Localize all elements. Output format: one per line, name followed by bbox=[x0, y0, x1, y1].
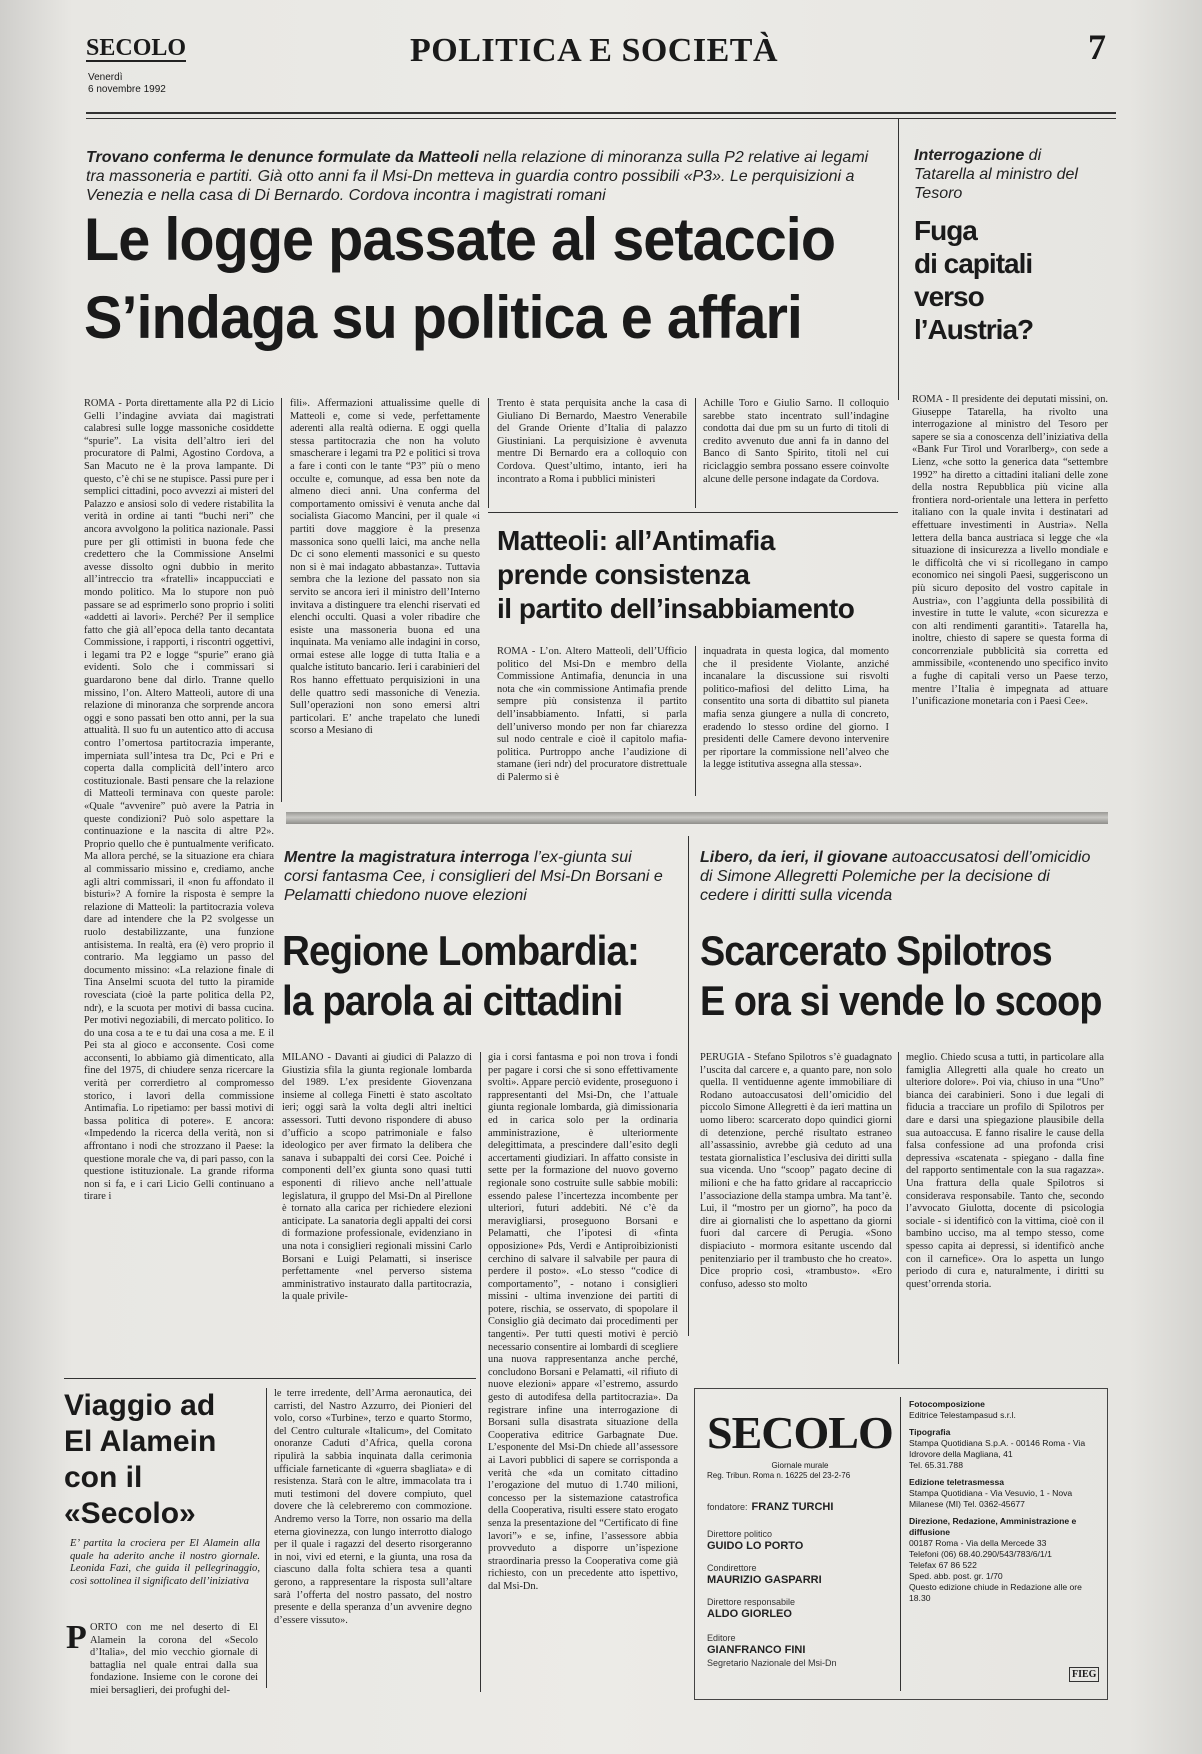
founder-label: fondatore: bbox=[707, 1502, 748, 1512]
lombardia-headline-2: la parola ai cittadini bbox=[282, 977, 623, 1024]
colophon-divider bbox=[900, 1397, 901, 1691]
colophon-section-heading: Fotocomposizione bbox=[909, 1399, 985, 1409]
alamein-column-1: ORTO con me nel deserto di El Alamein la corona del «Secolo d’Italia», del mio vecchio giornale di battaglia nel quale entrai dalla sua fondazione. Insieme con le corone dei miei bersaglieri, dei profughi del- bbox=[90, 1622, 258, 1696]
masthead-date: 6 novembre 1992 bbox=[88, 84, 166, 95]
matteoli-headline-1: Matteoli: all’Antimafia bbox=[497, 525, 775, 556]
box-top-rule bbox=[86, 118, 1116, 119]
sidebar-kicker-rest: di Tatarella al ministro del Tesoro bbox=[914, 147, 1078, 202]
col-divider bbox=[695, 398, 696, 508]
alamein-column-2: le terre irredente, dell’Arma aeronautica, dei carristi, del Nastro Azzurro, dei Pionieri del volo, corso «Turbine», terzo e quarto Stormo, del Centro culturale «Italicum», del Comitato onoranze Caduti d’Africa, quella corona ripulirà la sabbia inquinata dalla cerimonia ufficiale farneticante di «guerra sbagliata» e di resistenza. Starà con le altre, immacolata tra i muti testimoni del dovere compiuto, quel dovere che là celebreremo con commozione. Andremo verso la Torre, non ossario ma della eterna giovinezza, con lungo interrotto dialogo per il quale i ragazzi del deserto risorgeranno in noi, vivi ed eterni, e la giunta, una rosa da ciascuno dalla folta schiera tesa a quanti gerono, a rappresentare la risposta sull’altare sarà l’offerta del nostro passato, del nostro presente e della speranza d’un avvenire degno d’essere vissuto». bbox=[274, 1388, 472, 1626]
col-divider bbox=[898, 1052, 899, 1364]
main-column-4: Achille Toro e Giulio Sarno. Il colloquio sarebbe stato incentrato sull’indagine condotta dai due pm su un furto di titoli di credito avvenuto due anni fa in danno del Banco di Santo Spirito, titoli nel cui riciclaggio sembra possano essere coinvolte alcune delle persone indagate da Cordova. bbox=[703, 398, 889, 485]
masthead-paper-name: SECOLO bbox=[86, 35, 187, 61]
condir-label: Condirettore bbox=[707, 1563, 757, 1573]
colophon-line: Tel. 65.31.788 bbox=[909, 1460, 963, 1470]
colophon-line: Editrice Telestampasud s.r.l. bbox=[909, 1410, 1016, 1420]
colophon-right-column bbox=[909, 1399, 1099, 1604]
main-headline-2: S’indaga su politica e affari bbox=[84, 284, 802, 351]
colophon-box bbox=[694, 1388, 1108, 1700]
page-number: 7 bbox=[1088, 27, 1106, 67]
condir-name: MAURIZIO GASPARRI bbox=[707, 1574, 822, 1586]
main-column-3: Trento è stata perquisita anche la casa di Giuliano Di Bernardo, Maestro Venerabile del Grande Oriente d’Italia di palazzo Giustiniani. La perquisizione è avvenuta mentre Di Bernardo era a colloquio con Cordova. Quest’ultimo, intanto, ieri ha incontrato a Roma i pubblici ministeri bbox=[497, 398, 687, 485]
editor-label: Editore bbox=[707, 1633, 736, 1643]
colophon-registration: Reg. Tribun. Roma n. 16225 del 23-2-76 bbox=[707, 1471, 851, 1480]
editor-role: Segretario Nazionale del Msi-Dn bbox=[707, 1658, 837, 1668]
matteoli-headline-2: prende consistenza bbox=[497, 559, 750, 590]
main-kicker bbox=[86, 148, 886, 205]
colophon-founder bbox=[707, 1497, 833, 1515]
spilotros-column-1: PERUGIA - Stefano Spilotros s’è guadagnato l’uscita dal carcere e, a quanto pare, non solo quella. Il ventiduenne agente immobiliare di Rodano autoaccusatosi dell’omicidio del piccolo Simone Allegretti è da ieri mattina un uomo libero: scarcerato dopo quindici giorni di detenzione, perché risultato estraneo all’assassinio, avrebbe già ceduto ad una testata giornalistica l’esclusiva dei diritti sulla sua vicenda. Uno “scoop” pagato decine di milioni e che ha fatto gridare al raccapriccio l’associazione della stampa umbra. Ma tant’è. Lui, il “mostro per un giorno”, ha poco da dire ai giornalisti che lo aspettano da giorni fuori dal carcere di Perugia. «Sono dispiaciuto - mormora esitante uscendo dal penitenziario per il trambusto che ho creato». Dice proprio così, «trambusto». «Ero confuso, adesso sto molto bbox=[700, 1052, 892, 1290]
spilotros-column-2: meglio. Chiedo scusa a tutti, in particolare alla famiglia Allegretti alla quale ho creato un ulteriore dolore». Poi via, chiuso in una “Uno” bianca dei carabinieri. Sono i due legali di fiducia a tracciare un profilo di Spilotros per dare e darsi una spiegazione plausibile della sua autoaccusa. E fanno risalire le cause della falsa confessione ad una profonda crisi depressiva «scatenata - spiegano - dalla fine del rapporto sentimentale con la sua ragazza». Una frattura della quale Spilotros si considerava responsabile. Tanto che, secondo l’avvocato Giulotta, docente di psicologia sociale - si identificò con la vittima, cioè con il bambino ucciso, ma al tempo stesso, come spesso capita ai depressi, si identificò anche con il carnefice». Ora lo aspetta un lungo periodo di cura e, naturalmente, i diritti su quest’orrenda storia. bbox=[906, 1052, 1104, 1290]
colophon-section-heading: Edizione teletrasmessa bbox=[909, 1477, 1005, 1487]
colophon-logo-sub: Giornale murale bbox=[771, 1461, 829, 1470]
sidebar-headline-line: di capitali bbox=[914, 248, 1033, 279]
spilotros-kicker-bold: Libero, da ieri, il giovane bbox=[700, 849, 888, 866]
lombardia-headline-1: Regione Lombardia: bbox=[282, 927, 640, 974]
alamein-box-rule bbox=[64, 1378, 476, 1379]
sidebar-kicker bbox=[914, 146, 1084, 203]
col-divider bbox=[480, 1052, 481, 1692]
col-divider bbox=[488, 398, 489, 508]
alamein-headline bbox=[64, 1388, 216, 1532]
alamein-drop-cap: P bbox=[66, 1619, 87, 1656]
alamein-headline-line: El Alamein bbox=[64, 1425, 217, 1458]
dir-resp-name: ALDO GIORLEO bbox=[707, 1608, 792, 1620]
sidebar-headline bbox=[914, 214, 1033, 346]
colophon-logo: SECOLO bbox=[707, 1407, 893, 1458]
section-separator-bar bbox=[286, 812, 1108, 824]
col-divider bbox=[266, 1388, 267, 1688]
dir-pol-name: GUIDO LO PORTO bbox=[707, 1540, 804, 1552]
colophon-line: 00187 Roma - Via della Mercede 33 bbox=[909, 1538, 1047, 1548]
colophon-line: Questo edizione chiude in Redazione alle ore 18.30 bbox=[909, 1582, 1082, 1603]
section-title: POLITICA E SOCIETÀ bbox=[410, 32, 778, 69]
matteoli-column-1: ROMA - L’on. Altero Matteoli, dell’Ufficio politico del Msi-Dn e membro della Commissione Antimafia, denuncia in una nota che «in commissione Antimafia prende sempre più consistenza il partito dell’insabbiamento. Infatti, si parla dell’universo mondo per non far chiarezza sul nodo centrale e cioè il capitolo mafia-politica. Purtroppo anche l’audizione di stamane (ieri ndr) del procuratore distrettuale di Palermo si è bbox=[497, 646, 687, 783]
fieg-logo: FIEG bbox=[1069, 1667, 1099, 1682]
lombardia-kicker-bold: Mentre la magistratura interroga bbox=[284, 849, 530, 866]
lombardia-column-1: MILANO - Davanti ai giudici di Palazzo di Giustizia sfila la giunta regionale lombarda del 1989. L’ex presidente Giovenzana insieme al collega Finetti è stato ascoltato ieri; oggi sarà la volta degli altri ineltici assessori. Tutti devono rispondere di abuso d’ufficio a scopo patrimoniale e falso ideologico per aver firmato la delibera che sanava i subappalti dei corsi Cee. Poiché i componenti dell’ex giunta sono quasi tutti esponenti di rilievo anche nell’attuale legislatura, il gruppo del Msi-Dn al Pirellone è tornato alla carica per richiedere elezioni anticipate. La sanatoria degli appalti dei corsi di formazione professionale, evidenziano in una nota i consiglieri regionali missini Carlo Borsani e Luigi Pelamatti, si inserisce perfettamente «nel perverso sistema amministrativo instaurato dalla partitocrazia, la quale privile- bbox=[282, 1052, 472, 1303]
lombardia-kicker-rest: l’ex-giunta sui corsi fantasma Cee, i consiglieri del Msi-Dn Borsani e Pelamatti chiedono nuove elezioni bbox=[284, 849, 663, 904]
colophon-line: Stampa Quotidiana S.p.A. - 00146 Roma - Via Idrovore della Magliana, 41 bbox=[909, 1438, 1086, 1459]
dir-pol-label: Direttore politico bbox=[707, 1529, 773, 1539]
main-kicker-rest: nella relazione di minoranza sulla P2 relative ai legami tra massoneria e partiti. Già otto anni fa il Msi-Dn metteva in guardia contro possibili «P3». Le perquisizioni a Venezia e nella casa di Di Bernardo. Cordova incontra i magistrati romani bbox=[86, 149, 869, 204]
lombardia-column-2: gia i corsi fantasma e poi non trova i fondi per pagare i corsi che si sono effettivamente svolti». Appare perciò evidente, proseguono i rappresentanti del Msi-Dn, che l’attuale giunta regionale lombarda, già dimissionaria ed in carica solo per la ordinaria amministrazione, è ulteriormente delegittimata, a prescindere dall’esito degli accertamenti giudiziari. In affatto consiste in sette per la formazione del nuovo governo regionale sono costruite sulle sabbie mobili: essendo palese l’incertezza incombente per ulteriori, futuri addebiti. Né c’è da meravigliarsi, proseguono Borsani e Pelamatti, che l’ipotesi di «finta opposizione» Pds, Verdi e Antiproibizionisti cerchino di salvare il salvabile per paura di perdere il posto». «Lo stesso “codice di comportamento”, - notano i consiglieri missini - ultima invenzione dei partiti di potere, rischia, se osservato, di spopolare il Consiglio già decimato dai procedimenti per tangenti». Per tutti questi motivi è perciò necessario consentire ai lombardi di scegliere una nuova rappresentanza anche perché, concludono Borsani e Pelamatti, «il rifiuto di nuove elezioni» appare «l’estremo, assurdo gesto di autodifesa della partitocrazia». Da registrare infine una interrogazione di Borsani sulla disastrata situazione della Cooperativa editrice Garbagnate Due. L’esponente del Msi-Dn chiede all’assessore ai Lavori pubblici di sapere se corrisponda a verità che «da un comitato cittadino l’erogazione del mutuo di 1.740 milioni, concesso per la sistemazione catastrofica della Cooperativa, risulti essere stato erogato senza la presentazione del “Certificato di fine lavori”» e se, infine, l’assessore abbia provveduto a disporre un’ispezione straordinaria presso la Cooperativa come già richiesto, con un precedente atto ispettivo, dal Msi-Dn. bbox=[488, 1052, 678, 1592]
sidebar-divider bbox=[898, 118, 899, 400]
header-rule bbox=[86, 112, 1116, 114]
col-divider bbox=[688, 836, 689, 1336]
spilotros-headline-2: E ora si vende lo scoop bbox=[700, 977, 1102, 1024]
main-column-1: ROMA - Porta direttamente alla P2 di Licio Gelli l’indagine avviata dai magistrati calabresi sulle logge massoniche cosiddette “spurie”. La visita dell’altro ieri del procuratore di Palmi, Agostino Cordova, a San Macuto ne è la prova lampante. Di questo, c’è chi se ne stupisce. Passi pure per i semplici cittadini, poco avvezzi ai misteri del Palazzo e ansiosi solo di vedere ristabilita la verità in ordine ai tanti “buchi neri” che ancora avvolgono la politica nazionale. Passi pure per gli ottimisti in buona fede che credettero che la Commissione Anselmi avesse dissolto ogni dubbio in merito all’intreccio tra «fratelli» incappucciati e mondo politico. Ma lo stupore non può passare se ad esprimerlo sono proprio i soliti «addetti ai lavori». Perché? Per il semplice fatto che già all’epoca della tanto decantata Commissione, i rapporti, i riscontri oggettivi, i legami tra P2 e logge “spurie” erano già evidenti. Solo che i commissari si guardarono bene dal dirlo. Tranne quello missino, l’on. Altero Matteoli, autore di una relazione di minoranza che sorprende ancora oggi e sono passati ben otto anni, per la sua attualità. Il suo fu un autentico atto di accusa contro l’omertosa partitocrazia imperante, imperniata sull’intesa tra Dc, Pci e Pri e coperta dalla complicità dell’intero arco costituzionale. Basti pensare che la relazione di Matteoli terminava con queste parole: «Quale “avvenire” può avere la Patria in queste condizioni? Può solo aspettare la continuazione e la nascita di altre P2». Proprio quello che è puntualmente verificato. Ma allora perché, se la situazione era chiara al commissario missino e, crediamo, anche agli altri commissari, il «non fu affondato il bisturi»? A fornire la risposta è sempre la relazione di Matteoli: la partitocrazia voleva dare ad intendere che la P2 svolgesse un ruolo destabilizzante, una funzione antisistema. In realtà, era (è) vero proprio il contrario. Ma leggiamo un passo del documento missino: «La relazione finale di Tina Anselmi scuota del tutto la piramide rovesciata (cioè la parte politica della P2, ndr), e la scuota per motivi di bassa cucina. Per motivi negoziabili, di mercato politico. Io do una cosa a te e tu dai una cosa a me. E il Pei sta al gioco e acconsente. Così come acconsenti, lo abbiamo già dimenticato, alla fine del 1975, di chiudere senza ricercare la verità per correrdietro al compromesso storico, i lavori della commissione Antimafia. Lo ripetiamo: per bassi motivi di bassa politica di potere». E ancora: «Impedendo la ricerca della verità, non si affrontano i nodi che strozzano il Paese: la questione morale che va, di pari passo, con la questione istituzionale. La grande riforma non si fa, e i cari Licio Gelli continuano a tirare i bbox=[84, 398, 274, 1203]
alamein-headline-line: Viaggio ad bbox=[64, 1389, 216, 1422]
matteoli-column-2: inquadrata in questa logica, dal momento che il presidente Violante, anziché incanalare la discussione sui risvolti politico-mafiosi del delitto Lima, ha consentito una sorta di dibattito sul pianeta mafia senza giungere a nulla di concreto, eradendo lo stesso ordine del giorno. I presidenti delle Camere devono intervenire per riportare la commissione nell’alveo che la legge istitutiva assegna alla stessa». bbox=[703, 646, 889, 771]
sidebar-headline-line: Fuga bbox=[914, 215, 977, 246]
sidebar-headline-line: verso bbox=[914, 281, 984, 312]
founder-name: FRANZ TURCHI bbox=[751, 1501, 834, 1513]
colophon-line: Sped. abb. post. gr. 1/70 bbox=[909, 1571, 1003, 1581]
spilotros-headline-1: Scarcerato Spilotros bbox=[700, 927, 1052, 974]
main-kicker-bold: Trovano conferma le denunce formulate da Matteoli bbox=[86, 149, 479, 166]
col-divider bbox=[281, 398, 282, 802]
spilotros-kicker-rest: autoaccusatosi dell’omicidio di Simone Allegretti Polemiche per la decisione di cedere i diritti sulla vicenda bbox=[700, 849, 1091, 904]
alamein-headline-line: «Secolo» bbox=[64, 1497, 196, 1530]
main-headline-1: Le logge passate al setaccio bbox=[84, 206, 836, 273]
lombardia-kicker bbox=[284, 848, 664, 905]
colophon-line: Telefoni (06) 68.40.290/543/783/6/1/1 bbox=[909, 1549, 1052, 1559]
sidebar-headline-line: l’Austria? bbox=[914, 314, 1034, 345]
sidebar-kicker-bold: Interrogazione bbox=[914, 147, 1025, 164]
masthead-day: Venerdì bbox=[88, 72, 123, 83]
main-column-2: fili». Affermazioni attualissime quelle di Matteoli e, come si vede, perfettamente aderenti alla realtà odierna. E oggi quella stessa partitocrazia che non ha voluto smascherare i legami tra P2 e politici si trova a fare i conti con le tante “P3” più o meno occulte e, comunque, ad essa ben note da almeno dieci anni. Una conferma del comportamento omissivi è venuta anche dal socialista Giacomo Mancini, per il quale «i partiti dove maggiore è la presenza massonica sono quelli laici, ma anche nella Dc ci sono elementi massonici e su questo non si è mai indagato abbastanza». Tuttavia sembra che la lezione del passato non sia servito se ancora ieri il ministro dell’Interno invitava a distinguere tra elenchi riservati ed elenchi occulti. Quasi a voler ribadire che esiste una massoneria buona ed una inquinata. Ma veniamo alle indagini in corso, ormai estese alle logge di tutta Italia e a qualche istituto bancario. Ieri i carabinieri del Ros hanno effettuato perquisizioni in una delle quattro sedi massoniche di Venezia. Sull’operazioni non sono emersi altri particolari. E’ anche trapelato che lunedì scorso a Mesiano di bbox=[290, 398, 480, 737]
sidebar-body: ROMA - Il presidente dei deputati missini, on. Giuseppe Tatarella, ha rivolto una interrogazione al ministro del Tesoro per sapere se sia a conoscenza dell’iniziativa della «Bank Fur Tirol und Vorarlberg», con sede a Lienz, «che sotto la generica data “settembre 1992” ha diretto a cittadini italiani delle zone della nostra Repubblica più vicine alla frontiera nord-orientale una lettera in perfetto italiano con la quale invita i destinatari ad effettuare investimenti in Austria». Nella lettera della banca austriaca si legge che «la situazione di insicurezza a livello mondiale e le difficoltà che vi si ricollegano in campo economico nei singoli Paesi, suggeriscono un più sicuro deposito del vostro capitale in Austria», con l’aggiunta della possibilità di investire in tutte le valute, «con sicurezza e con alti rendimenti garantiti». Tatarella ha, inoltre, chiesto di sapere se questa forma di concorrenziale pubblicità sia corretta ed ammissibile, «contenendo uno specifico invito a fughe di capitali verso un Paese terzo, mentre l’Italia è impegnata ad attuare l’unificazione monetaria con i Paesi Cee». bbox=[912, 394, 1108, 708]
spilotros-kicker bbox=[700, 848, 1100, 905]
matteoli-box-rule bbox=[488, 512, 898, 513]
colophon-section-heading: Direzione, Redazione, Amministrazione e diffusione bbox=[909, 1516, 1077, 1537]
alamein-headline-line: con il bbox=[64, 1461, 143, 1494]
matteoli-headline-3: il partito dell’insabbiamento bbox=[497, 593, 855, 624]
colophon-section-heading: Tipografia bbox=[909, 1427, 951, 1437]
alamein-intro: E’ partita la crociera per El Alamein alla quale ha aderito anche il nostro giornale. Leonida Fazi, che guida il pellegrinaggio, così sottolinea il significato dell’iniziativa bbox=[70, 1538, 260, 1587]
col-divider bbox=[695, 646, 696, 796]
dir-resp-label: Direttore responsabile bbox=[707, 1597, 796, 1607]
editor-name: GIANFRANCO FINI bbox=[707, 1644, 806, 1656]
colophon-line: Stampa Quotidiana - Via Vesuvio, 1 - Nova Milanese (MI) Tel. 0362-45677 bbox=[909, 1488, 1073, 1509]
colophon-line: Telefax 67 86 522 bbox=[909, 1560, 977, 1570]
